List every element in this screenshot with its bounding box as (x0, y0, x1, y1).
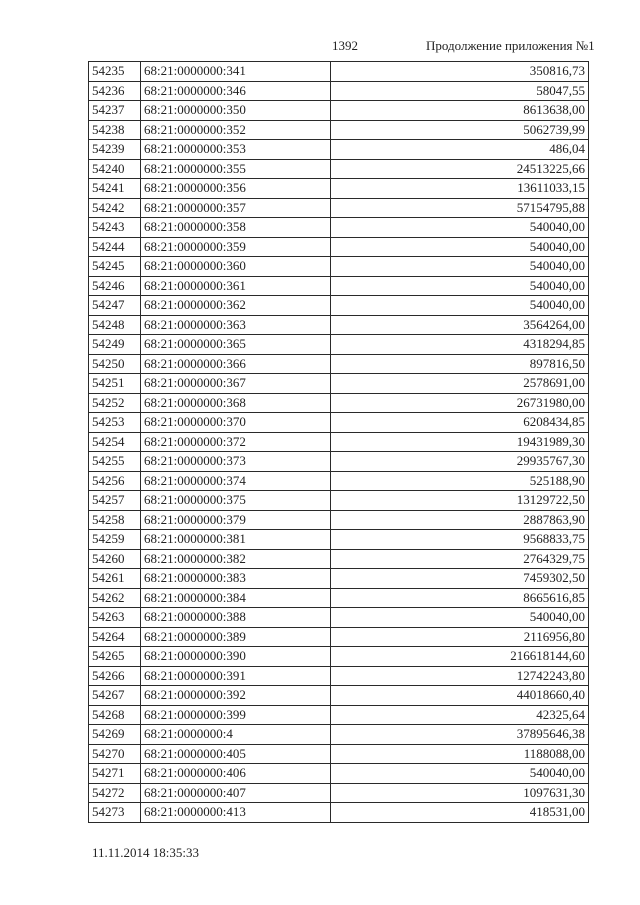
value-cell: 525188,90 (331, 471, 589, 491)
cadastral-number-cell: 68:21:0000000:370 (141, 413, 331, 433)
row-number-cell: 54250 (89, 354, 141, 374)
value-cell: 6208434,85 (331, 413, 589, 433)
value-cell: 29935767,30 (331, 452, 589, 472)
table-row (89, 179, 589, 199)
value-cell: 42325,64 (331, 705, 589, 725)
row-number-cell: 54239 (89, 140, 141, 160)
page-number: 1392 (332, 38, 358, 53)
row-number-cell: 54271 (89, 764, 141, 784)
row-number-cell: 54237 (89, 101, 141, 121)
row-number-cell: 54244 (89, 237, 141, 257)
cadastral-number-cell: 68:21:0000000:373 (141, 452, 331, 472)
row-number-cell: 54259 (89, 530, 141, 550)
cadastral-number-cell: 68:21:0000000:4 (141, 725, 331, 745)
value-cell: 540040,00 (331, 276, 589, 296)
table-row (89, 335, 589, 355)
row-number-cell: 54236 (89, 81, 141, 101)
value-cell: 13129722,50 (331, 491, 589, 511)
table-row (89, 647, 589, 667)
value-cell: 216618144,60 (331, 647, 589, 667)
row-number-cell: 54238 (89, 120, 141, 140)
table-row (89, 608, 589, 628)
cadastral-number-cell: 68:21:0000000:350 (141, 101, 331, 121)
row-number-cell: 54247 (89, 296, 141, 316)
row-number-cell: 54273 (89, 803, 141, 823)
value-cell: 540040,00 (331, 257, 589, 277)
value-cell: 418531,00 (331, 803, 589, 823)
row-number-cell: 54255 (89, 452, 141, 472)
table-row (89, 374, 589, 394)
value-cell: 7459302,50 (331, 569, 589, 589)
row-number-cell: 54254 (89, 432, 141, 452)
cadastral-number-cell: 68:21:0000000:366 (141, 354, 331, 374)
cadastral-number-cell: 68:21:0000000:388 (141, 608, 331, 628)
cadastral-number-cell: 68:21:0000000:389 (141, 627, 331, 647)
value-cell: 1188088,00 (331, 744, 589, 764)
table-row (89, 218, 589, 238)
value-cell: 486,04 (331, 140, 589, 160)
row-number-cell: 54269 (89, 725, 141, 745)
value-cell: 2764329,75 (331, 549, 589, 569)
row-number-cell: 54261 (89, 569, 141, 589)
table-row (89, 354, 589, 374)
cadastral-number-cell: 68:21:0000000:382 (141, 549, 331, 569)
row-number-cell: 54241 (89, 179, 141, 199)
table-row (89, 471, 589, 491)
cadastral-number-cell: 68:21:0000000:372 (141, 432, 331, 452)
cadastral-number-cell: 68:21:0000000:368 (141, 393, 331, 413)
cadastral-number-cell: 68:21:0000000:406 (141, 764, 331, 784)
value-cell: 9568833,75 (331, 530, 589, 550)
row-number-cell: 54265 (89, 647, 141, 667)
table-row (89, 276, 589, 296)
value-cell: 540040,00 (331, 764, 589, 784)
value-cell: 540040,00 (331, 237, 589, 257)
row-number-cell: 54242 (89, 198, 141, 218)
row-number-cell: 54252 (89, 393, 141, 413)
table-row (89, 686, 589, 706)
row-number-cell: 54263 (89, 608, 141, 628)
cadastral-number-cell: 68:21:0000000:358 (141, 218, 331, 238)
cadastral-number-cell: 68:21:0000000:367 (141, 374, 331, 394)
table-row (89, 627, 589, 647)
cadastral-number-cell: 68:21:0000000:391 (141, 666, 331, 686)
cadastral-number-cell: 68:21:0000000:357 (141, 198, 331, 218)
cadastral-number-cell: 68:21:0000000:413 (141, 803, 331, 823)
cadastral-number-cell: 68:21:0000000:407 (141, 783, 331, 803)
cadastral-number-cell: 68:21:0000000:390 (141, 647, 331, 667)
cadastral-number-cell: 68:21:0000000:379 (141, 510, 331, 530)
value-cell: 2578691,00 (331, 374, 589, 394)
value-cell: 44018660,40 (331, 686, 589, 706)
table-row (89, 296, 589, 316)
value-cell: 4318294,85 (331, 335, 589, 355)
cadastral-number-cell: 68:21:0000000:375 (141, 491, 331, 511)
table-row (89, 725, 589, 745)
cadastral-number-cell: 68:21:0000000:355 (141, 159, 331, 179)
row-number-cell: 54270 (89, 744, 141, 764)
row-number-cell: 54235 (89, 62, 141, 82)
row-number-cell: 54256 (89, 471, 141, 491)
registry-table (88, 61, 589, 823)
table-row (89, 81, 589, 101)
cadastral-number-cell: 68:21:0000000:405 (141, 744, 331, 764)
row-number-cell: 54249 (89, 335, 141, 355)
table-row (89, 588, 589, 608)
cadastral-number-cell: 68:21:0000000:392 (141, 686, 331, 706)
cadastral-number-cell: 68:21:0000000:374 (141, 471, 331, 491)
cadastral-number-cell: 68:21:0000000:341 (141, 62, 331, 82)
cadastral-number-cell: 68:21:0000000:362 (141, 296, 331, 316)
row-number-cell: 54245 (89, 257, 141, 277)
value-cell: 19431989,30 (331, 432, 589, 452)
table-row (89, 452, 589, 472)
value-cell: 540040,00 (331, 608, 589, 628)
table-row (89, 101, 589, 121)
row-number-cell: 54246 (89, 276, 141, 296)
value-cell: 24513225,66 (331, 159, 589, 179)
table-row (89, 744, 589, 764)
value-cell: 13611033,15 (331, 179, 589, 199)
row-number-cell: 54243 (89, 218, 141, 238)
table-row (89, 393, 589, 413)
value-cell: 540040,00 (331, 296, 589, 316)
cadastral-number-cell: 68:21:0000000:359 (141, 237, 331, 257)
cadastral-number-cell: 68:21:0000000:383 (141, 569, 331, 589)
cadastral-number-cell: 68:21:0000000:346 (141, 81, 331, 101)
table-row (89, 140, 589, 160)
table-row (89, 413, 589, 433)
cadastral-number-cell: 68:21:0000000:363 (141, 315, 331, 335)
cadastral-number-cell: 68:21:0000000:356 (141, 179, 331, 199)
table-row (89, 705, 589, 725)
registry-table-body (89, 62, 589, 823)
table-row (89, 432, 589, 452)
row-number-cell: 54253 (89, 413, 141, 433)
value-cell: 2116956,80 (331, 627, 589, 647)
value-cell: 540040,00 (331, 218, 589, 238)
row-number-cell: 54258 (89, 510, 141, 530)
cadastral-number-cell: 68:21:0000000:352 (141, 120, 331, 140)
cadastral-number-cell: 68:21:0000000:384 (141, 588, 331, 608)
cadastral-number-cell: 68:21:0000000:381 (141, 530, 331, 550)
row-number-cell: 54267 (89, 686, 141, 706)
value-cell: 26731980,00 (331, 393, 589, 413)
value-cell: 8665616,85 (331, 588, 589, 608)
row-number-cell: 54240 (89, 159, 141, 179)
table-row (89, 159, 589, 179)
row-number-cell: 54260 (89, 549, 141, 569)
row-number-cell: 54248 (89, 315, 141, 335)
table-row (89, 764, 589, 784)
table-row (89, 315, 589, 335)
value-cell: 57154795,88 (331, 198, 589, 218)
cadastral-number-cell: 68:21:0000000:360 (141, 257, 331, 277)
table-row (89, 491, 589, 511)
cadastral-number-cell: 68:21:0000000:399 (141, 705, 331, 725)
table-row (89, 198, 589, 218)
value-cell: 350816,73 (331, 62, 589, 82)
row-number-cell: 54262 (89, 588, 141, 608)
cadastral-number-cell: 68:21:0000000:361 (141, 276, 331, 296)
table-row (89, 530, 589, 550)
table-row (89, 569, 589, 589)
table-row (89, 803, 589, 823)
row-number-cell: 54264 (89, 627, 141, 647)
table-row (89, 783, 589, 803)
page-caption: Продолжение приложения №1 (426, 38, 595, 53)
row-number-cell: 54272 (89, 783, 141, 803)
value-cell: 5062739,99 (331, 120, 589, 140)
table-row (89, 510, 589, 530)
table-row (89, 62, 589, 82)
value-cell: 8613638,00 (331, 101, 589, 121)
table-row (89, 257, 589, 277)
footer-timestamp: 11.11.2014 18:35:33 (92, 845, 200, 860)
table-row (89, 549, 589, 569)
value-cell: 12742243,80 (331, 666, 589, 686)
value-cell: 1097631,30 (331, 783, 589, 803)
table-row (89, 237, 589, 257)
row-number-cell: 54257 (89, 491, 141, 511)
value-cell: 2887863,90 (331, 510, 589, 530)
row-number-cell: 54268 (89, 705, 141, 725)
value-cell: 58047,55 (331, 81, 589, 101)
value-cell: 37895646,38 (331, 725, 589, 745)
row-number-cell: 54251 (89, 374, 141, 394)
value-cell: 3564264,00 (331, 315, 589, 335)
table-row (89, 120, 589, 140)
table-row (89, 666, 589, 686)
cadastral-number-cell: 68:21:0000000:365 (141, 335, 331, 355)
value-cell: 897816,50 (331, 354, 589, 374)
cadastral-number-cell: 68:21:0000000:353 (141, 140, 331, 160)
row-number-cell: 54266 (89, 666, 141, 686)
